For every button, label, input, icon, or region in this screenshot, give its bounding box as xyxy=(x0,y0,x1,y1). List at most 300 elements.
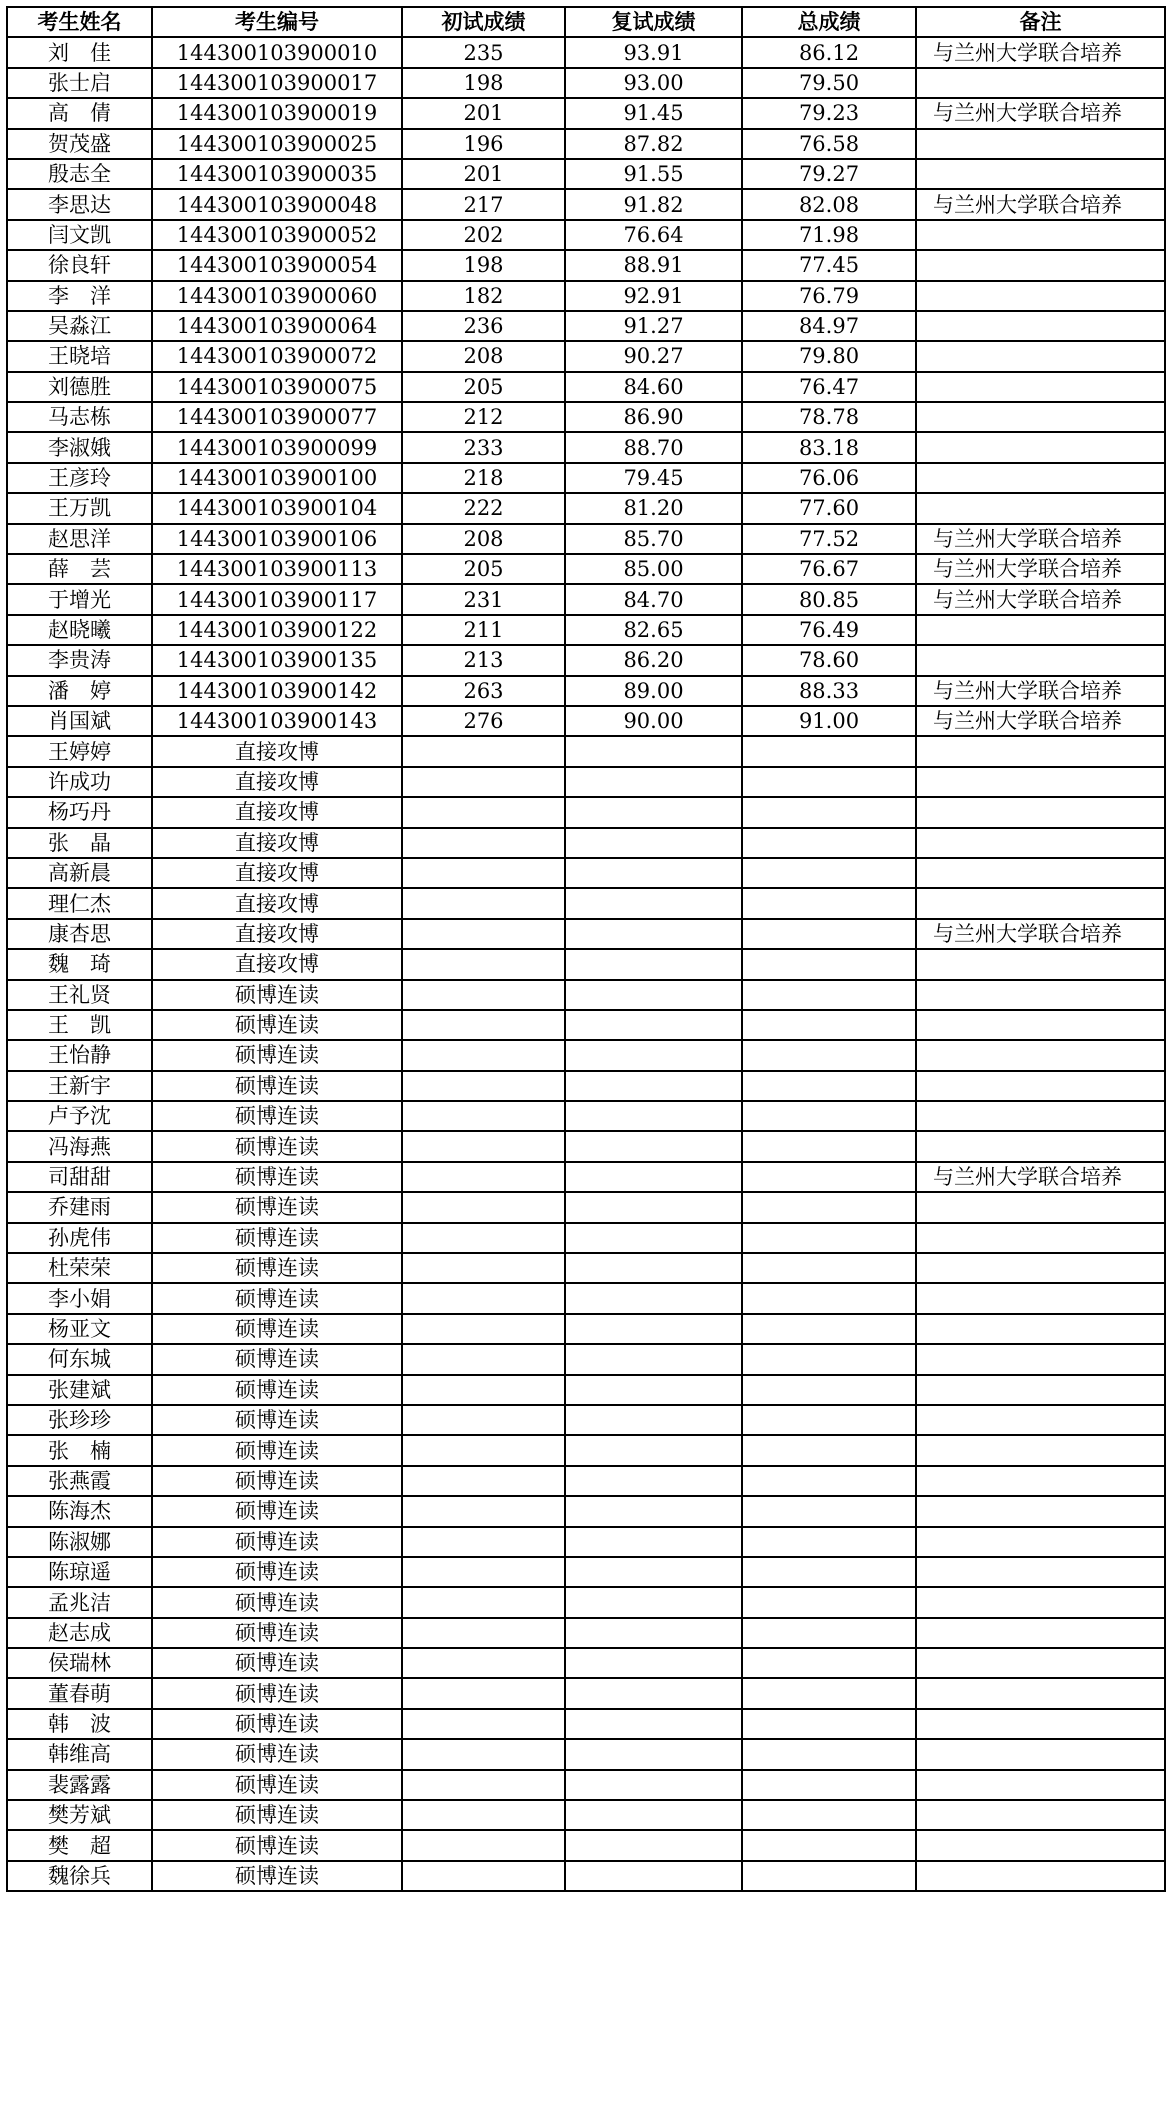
cell-name: 魏徐兵 xyxy=(7,1861,152,1891)
cell-first-score: 196 xyxy=(402,129,565,159)
cell-total-score: 76.47 xyxy=(742,372,916,402)
cell-note xyxy=(916,311,1165,341)
cell-retest-score xyxy=(565,1496,742,1526)
cell-first-score: 205 xyxy=(402,554,565,584)
cell-total-score: 76.67 xyxy=(742,554,916,584)
table-row xyxy=(7,1830,1165,1860)
cell-id: 144300103900010 xyxy=(152,37,402,67)
cell-retest-score xyxy=(565,736,742,766)
cell-note xyxy=(916,1253,1165,1283)
table-row xyxy=(7,1770,1165,1800)
cell-retest-score: 81.20 xyxy=(565,493,742,523)
cell-retest-score xyxy=(565,1375,742,1405)
table-row xyxy=(7,888,1165,918)
cell-total-score xyxy=(742,949,916,979)
cell-retest-score: 87.82 xyxy=(565,129,742,159)
table-row xyxy=(7,584,1165,614)
table-row xyxy=(7,1739,1165,1769)
cell-id: 144300103900106 xyxy=(152,524,402,554)
cell-name: 王万凯 xyxy=(7,493,152,523)
cell-total-score xyxy=(742,1223,916,1253)
cell-name: 侯瑞林 xyxy=(7,1648,152,1678)
cell-first-score xyxy=(402,1071,565,1101)
cell-name: 赵思洋 xyxy=(7,524,152,554)
cell-id: 144300103900019 xyxy=(152,98,402,128)
cell-total-score: 79.80 xyxy=(742,341,916,371)
cell-name: 陈淑娜 xyxy=(7,1527,152,1557)
cell-note xyxy=(916,463,1165,493)
cell-note xyxy=(916,1192,1165,1222)
cell-total-score: 79.23 xyxy=(742,98,916,128)
cell-id: 144300103900135 xyxy=(152,645,402,675)
cell-note xyxy=(916,1861,1165,1891)
cell-id: 硕博连读 xyxy=(152,1283,402,1313)
cell-name: 杜荣荣 xyxy=(7,1253,152,1283)
cell-id: 144300103900077 xyxy=(152,402,402,432)
table-row xyxy=(7,1223,1165,1253)
cell-total-score xyxy=(742,1800,916,1830)
cell-total-score xyxy=(742,1162,916,1192)
cell-id: 硕博连读 xyxy=(152,1678,402,1708)
cell-retest-score xyxy=(565,1101,742,1131)
cell-note xyxy=(916,797,1165,827)
cell-first-score xyxy=(402,1283,565,1313)
cell-retest-score: 84.60 xyxy=(565,372,742,402)
cell-id: 144300103900142 xyxy=(152,676,402,706)
table-row xyxy=(7,919,1165,949)
cell-retest-score xyxy=(565,888,742,918)
cell-name: 赵晓曦 xyxy=(7,615,152,645)
cell-total-score xyxy=(742,1527,916,1557)
table-body xyxy=(7,37,1165,1891)
cell-name: 肖国斌 xyxy=(7,706,152,736)
cell-note xyxy=(916,1283,1165,1313)
cell-note xyxy=(916,493,1165,523)
cell-note: 与兰州大学联合培养 xyxy=(916,189,1165,219)
cell-id: 144300103900104 xyxy=(152,493,402,523)
cell-retest-score: 76.64 xyxy=(565,220,742,250)
cell-total-score: 77.45 xyxy=(742,250,916,280)
cell-retest-score xyxy=(565,1678,742,1708)
cell-id: 直接攻博 xyxy=(152,949,402,979)
table-row xyxy=(7,1527,1165,1557)
table-row xyxy=(7,1466,1165,1496)
cell-total-score xyxy=(742,1739,916,1769)
table-row xyxy=(7,645,1165,675)
cell-name: 李淑娥 xyxy=(7,432,152,462)
cell-note: 与兰州大学联合培养 xyxy=(916,1162,1165,1192)
cell-note xyxy=(916,1739,1165,1769)
cell-first-score: 182 xyxy=(402,281,565,311)
cell-id: 硕博连读 xyxy=(152,1253,402,1283)
cell-note xyxy=(916,858,1165,888)
cell-note xyxy=(916,1618,1165,1648)
cell-retest-score xyxy=(565,1405,742,1435)
cell-id: 144300103900017 xyxy=(152,68,402,98)
table-row xyxy=(7,615,1165,645)
cell-total-score xyxy=(742,1587,916,1617)
cell-retest-score: 92.91 xyxy=(565,281,742,311)
cell-id: 硕博连读 xyxy=(152,1830,402,1860)
table-row xyxy=(7,281,1165,311)
cell-name: 卢予沈 xyxy=(7,1101,152,1131)
cell-first-score xyxy=(402,767,565,797)
cell-first-score: 201 xyxy=(402,159,565,189)
cell-note xyxy=(916,1648,1165,1678)
cell-name: 冯海燕 xyxy=(7,1131,152,1161)
cell-retest-score xyxy=(565,1131,742,1161)
table-row xyxy=(7,1314,1165,1344)
cell-total-score xyxy=(742,1344,916,1374)
table-row xyxy=(7,402,1165,432)
cell-total-score xyxy=(742,1283,916,1313)
table-row xyxy=(7,858,1165,888)
table-row xyxy=(7,1405,1165,1435)
cell-id: 144300103900075 xyxy=(152,372,402,402)
cell-note xyxy=(916,1010,1165,1040)
cell-note xyxy=(916,1040,1165,1070)
cell-id: 144300103900072 xyxy=(152,341,402,371)
cell-retest-score: 90.27 xyxy=(565,341,742,371)
table-row xyxy=(7,524,1165,554)
cell-total-score: 91.00 xyxy=(742,706,916,736)
cell-total-score: 76.58 xyxy=(742,129,916,159)
cell-total-score xyxy=(742,1618,916,1648)
cell-retest-score: 85.70 xyxy=(565,524,742,554)
cell-total-score: 88.33 xyxy=(742,676,916,706)
cell-note xyxy=(916,432,1165,462)
cell-total-score xyxy=(742,1192,916,1222)
cell-id: 144300103900035 xyxy=(152,159,402,189)
cell-total-score xyxy=(742,1709,916,1739)
cell-note xyxy=(916,1405,1165,1435)
cell-first-score xyxy=(402,797,565,827)
cell-retest-score xyxy=(565,1830,742,1860)
cell-total-score xyxy=(742,858,916,888)
cell-total-score xyxy=(742,1435,916,1465)
table-row xyxy=(7,949,1165,979)
cell-name: 王 凯 xyxy=(7,1010,152,1040)
header-name: 考生姓名 xyxy=(7,7,152,37)
table-row xyxy=(7,706,1165,736)
cell-id: 硕博连读 xyxy=(152,1162,402,1192)
cell-first-score: 211 xyxy=(402,615,565,645)
table-row xyxy=(7,311,1165,341)
cell-name: 司甜甜 xyxy=(7,1162,152,1192)
cell-first-score xyxy=(402,1770,565,1800)
cell-total-score xyxy=(742,797,916,827)
cell-total-score xyxy=(742,1071,916,1101)
cell-name: 杨亚文 xyxy=(7,1314,152,1344)
cell-id: 硕博连读 xyxy=(152,1800,402,1830)
cell-note xyxy=(916,1800,1165,1830)
cell-id: 直接攻博 xyxy=(152,767,402,797)
cell-name: 魏 琦 xyxy=(7,949,152,979)
cell-id: 硕博连读 xyxy=(152,1527,402,1557)
cell-id: 硕博连读 xyxy=(152,1739,402,1769)
cell-name: 陈海杰 xyxy=(7,1496,152,1526)
cell-id: 硕博连读 xyxy=(152,1131,402,1161)
cell-id: 硕博连读 xyxy=(152,1192,402,1222)
cell-total-score xyxy=(742,1496,916,1526)
cell-name: 徐良轩 xyxy=(7,250,152,280)
table-row xyxy=(7,1587,1165,1617)
cell-first-score xyxy=(402,1527,565,1557)
cell-first-score xyxy=(402,888,565,918)
cell-note xyxy=(916,1557,1165,1587)
cell-first-score xyxy=(402,1678,565,1708)
cell-total-score xyxy=(742,1830,916,1860)
table-row xyxy=(7,341,1165,371)
cell-first-score: 208 xyxy=(402,524,565,554)
cell-note xyxy=(916,1071,1165,1101)
table-row xyxy=(7,767,1165,797)
cell-name: 张 晶 xyxy=(7,828,152,858)
cell-note: 与兰州大学联合培养 xyxy=(916,37,1165,67)
cell-note: 与兰州大学联合培养 xyxy=(916,676,1165,706)
cell-retest-score: 84.70 xyxy=(565,584,742,614)
table-row xyxy=(7,1800,1165,1830)
cell-note xyxy=(916,1587,1165,1617)
header-row xyxy=(7,7,1165,37)
cell-note xyxy=(916,68,1165,98)
table-row xyxy=(7,189,1165,219)
cell-note xyxy=(916,1435,1165,1465)
table-row xyxy=(7,1496,1165,1526)
table-row xyxy=(7,1709,1165,1739)
cell-name: 潘 婷 xyxy=(7,676,152,706)
cell-first-score xyxy=(402,1739,565,1769)
table-row xyxy=(7,493,1165,523)
cell-first-score xyxy=(402,1010,565,1040)
cell-total-score xyxy=(742,980,916,1010)
cell-retest-score: 88.91 xyxy=(565,250,742,280)
cell-first-score xyxy=(402,1496,565,1526)
cell-total-score: 78.78 xyxy=(742,402,916,432)
cell-id: 硕博连读 xyxy=(152,1071,402,1101)
cell-first-score xyxy=(402,1253,565,1283)
cell-total-score: 79.50 xyxy=(742,68,916,98)
cell-first-score xyxy=(402,1162,565,1192)
table-row xyxy=(7,98,1165,128)
cell-total-score xyxy=(742,1466,916,1496)
cell-note: 与兰州大学联合培养 xyxy=(916,919,1165,949)
cell-total-score xyxy=(742,1131,916,1161)
cell-id: 硕博连读 xyxy=(152,1770,402,1800)
cell-first-score xyxy=(402,1375,565,1405)
cell-retest-score xyxy=(565,1223,742,1253)
cell-first-score: 231 xyxy=(402,584,565,614)
table-row xyxy=(7,1557,1165,1587)
cell-first-score xyxy=(402,1800,565,1830)
cell-id: 硕博连读 xyxy=(152,1101,402,1131)
cell-name: 马志栋 xyxy=(7,402,152,432)
cell-first-score: 208 xyxy=(402,341,565,371)
cell-total-score xyxy=(742,1405,916,1435)
table-row xyxy=(7,1648,1165,1678)
cell-retest-score: 89.00 xyxy=(565,676,742,706)
cell-retest-score xyxy=(565,1739,742,1769)
table-row xyxy=(7,1101,1165,1131)
cell-first-score xyxy=(402,1131,565,1161)
table-row xyxy=(7,220,1165,250)
cell-id: 硕博连读 xyxy=(152,1435,402,1465)
cell-first-score xyxy=(402,1223,565,1253)
cell-name: 王新宇 xyxy=(7,1071,152,1101)
cell-note xyxy=(916,281,1165,311)
cell-name: 孟兆洁 xyxy=(7,1587,152,1617)
cell-retest-score: 91.45 xyxy=(565,98,742,128)
cell-id: 硕博连读 xyxy=(152,1314,402,1344)
cell-total-score xyxy=(742,1375,916,1405)
cell-retest-score: 91.82 xyxy=(565,189,742,219)
cell-note xyxy=(916,341,1165,371)
cell-first-score xyxy=(402,858,565,888)
cell-total-score: 84.97 xyxy=(742,311,916,341)
table-row xyxy=(7,1283,1165,1313)
header-first-score: 初试成绩 xyxy=(402,7,565,37)
cell-name: 刘德胜 xyxy=(7,372,152,402)
cell-first-score: 202 xyxy=(402,220,565,250)
cell-name: 何东城 xyxy=(7,1344,152,1374)
cell-total-score xyxy=(742,1010,916,1040)
cell-name: 高新晨 xyxy=(7,858,152,888)
cell-retest-score xyxy=(565,858,742,888)
cell-retest-score xyxy=(565,1162,742,1192)
cell-note xyxy=(916,980,1165,1010)
cell-first-score xyxy=(402,1557,565,1587)
cell-id: 硕博连读 xyxy=(152,1861,402,1891)
cell-id: 硕博连读 xyxy=(152,1010,402,1040)
cell-retest-score xyxy=(565,919,742,949)
score-table xyxy=(6,6,1166,1892)
cell-name: 王怡静 xyxy=(7,1040,152,1070)
cell-name: 康杏思 xyxy=(7,919,152,949)
cell-total-score: 78.60 xyxy=(742,645,916,675)
cell-first-score xyxy=(402,1101,565,1131)
cell-name: 吴淼江 xyxy=(7,311,152,341)
cell-id: 硕博连读 xyxy=(152,1496,402,1526)
table-row xyxy=(7,463,1165,493)
table-row xyxy=(7,37,1165,67)
cell-retest-score: 79.45 xyxy=(565,463,742,493)
header-retest-score: 复试成绩 xyxy=(565,7,742,37)
cell-name: 刘 佳 xyxy=(7,37,152,67)
cell-note xyxy=(916,767,1165,797)
cell-first-score xyxy=(402,1344,565,1374)
cell-retest-score xyxy=(565,1648,742,1678)
cell-total-score xyxy=(742,1770,916,1800)
cell-total-score: 76.79 xyxy=(742,281,916,311)
cell-name: 薛 芸 xyxy=(7,554,152,584)
cell-retest-score xyxy=(565,1527,742,1557)
cell-id: 144300103900143 xyxy=(152,706,402,736)
cell-retest-score: 82.65 xyxy=(565,615,742,645)
cell-note xyxy=(916,1101,1165,1131)
header-note: 备注 xyxy=(916,7,1165,37)
cell-total-score: 86.12 xyxy=(742,37,916,67)
cell-name: 陈琼遥 xyxy=(7,1557,152,1587)
cell-note: 与兰州大学联合培养 xyxy=(916,706,1165,736)
cell-retest-score xyxy=(565,1709,742,1739)
cell-name: 韩 波 xyxy=(7,1709,152,1739)
cell-retest-score: 91.55 xyxy=(565,159,742,189)
cell-note: 与兰州大学联合培养 xyxy=(916,98,1165,128)
cell-first-score: 201 xyxy=(402,98,565,128)
cell-name: 闫文凯 xyxy=(7,220,152,250)
cell-retest-score xyxy=(565,1800,742,1830)
cell-name: 于增光 xyxy=(7,584,152,614)
cell-retest-score xyxy=(565,767,742,797)
cell-first-score xyxy=(402,1435,565,1465)
cell-first-score xyxy=(402,1405,565,1435)
cell-id: 144300103900025 xyxy=(152,129,402,159)
cell-retest-score xyxy=(565,980,742,1010)
cell-name: 王婷婷 xyxy=(7,736,152,766)
cell-note xyxy=(916,372,1165,402)
cell-id: 144300103900113 xyxy=(152,554,402,584)
cell-name: 李思达 xyxy=(7,189,152,219)
table-row xyxy=(7,1253,1165,1283)
cell-first-score xyxy=(402,1587,565,1617)
cell-total-score: 82.08 xyxy=(742,189,916,219)
cell-id: 硕博连读 xyxy=(152,1709,402,1739)
cell-note xyxy=(916,736,1165,766)
cell-id: 直接攻博 xyxy=(152,797,402,827)
cell-first-score: 236 xyxy=(402,311,565,341)
table-row xyxy=(7,1375,1165,1405)
table-row xyxy=(7,980,1165,1010)
table-row xyxy=(7,797,1165,827)
cell-name: 理仁杰 xyxy=(7,888,152,918)
cell-note xyxy=(916,159,1165,189)
cell-id: 直接攻博 xyxy=(152,858,402,888)
cell-id: 144300103900048 xyxy=(152,189,402,219)
cell-name: 杨巧丹 xyxy=(7,797,152,827)
cell-first-score xyxy=(402,736,565,766)
cell-first-score: 222 xyxy=(402,493,565,523)
cell-retest-score xyxy=(565,1071,742,1101)
header-id: 考生编号 xyxy=(152,7,402,37)
cell-name: 孙虎伟 xyxy=(7,1223,152,1253)
cell-total-score xyxy=(742,1557,916,1587)
table-row xyxy=(7,1162,1165,1192)
table-row xyxy=(7,432,1165,462)
cell-id: 硕博连读 xyxy=(152,1344,402,1374)
cell-retest-score xyxy=(565,1344,742,1374)
cell-note xyxy=(916,1314,1165,1344)
cell-id: 硕博连读 xyxy=(152,1648,402,1678)
cell-total-score xyxy=(742,919,916,949)
cell-id: 144300103900060 xyxy=(152,281,402,311)
cell-note xyxy=(916,1709,1165,1739)
cell-total-score xyxy=(742,828,916,858)
cell-name: 裴露露 xyxy=(7,1770,152,1800)
cell-note xyxy=(916,1496,1165,1526)
cell-retest-score xyxy=(565,949,742,979)
cell-note: 与兰州大学联合培养 xyxy=(916,524,1165,554)
cell-retest-score xyxy=(565,1466,742,1496)
cell-retest-score xyxy=(565,1192,742,1222)
table-row xyxy=(7,1678,1165,1708)
cell-note xyxy=(916,828,1165,858)
cell-retest-score xyxy=(565,1253,742,1283)
cell-total-score xyxy=(742,1314,916,1344)
cell-id: 144300103900117 xyxy=(152,584,402,614)
cell-total-score xyxy=(742,1040,916,1070)
cell-first-score: 213 xyxy=(402,645,565,675)
cell-retest-score xyxy=(565,1861,742,1891)
